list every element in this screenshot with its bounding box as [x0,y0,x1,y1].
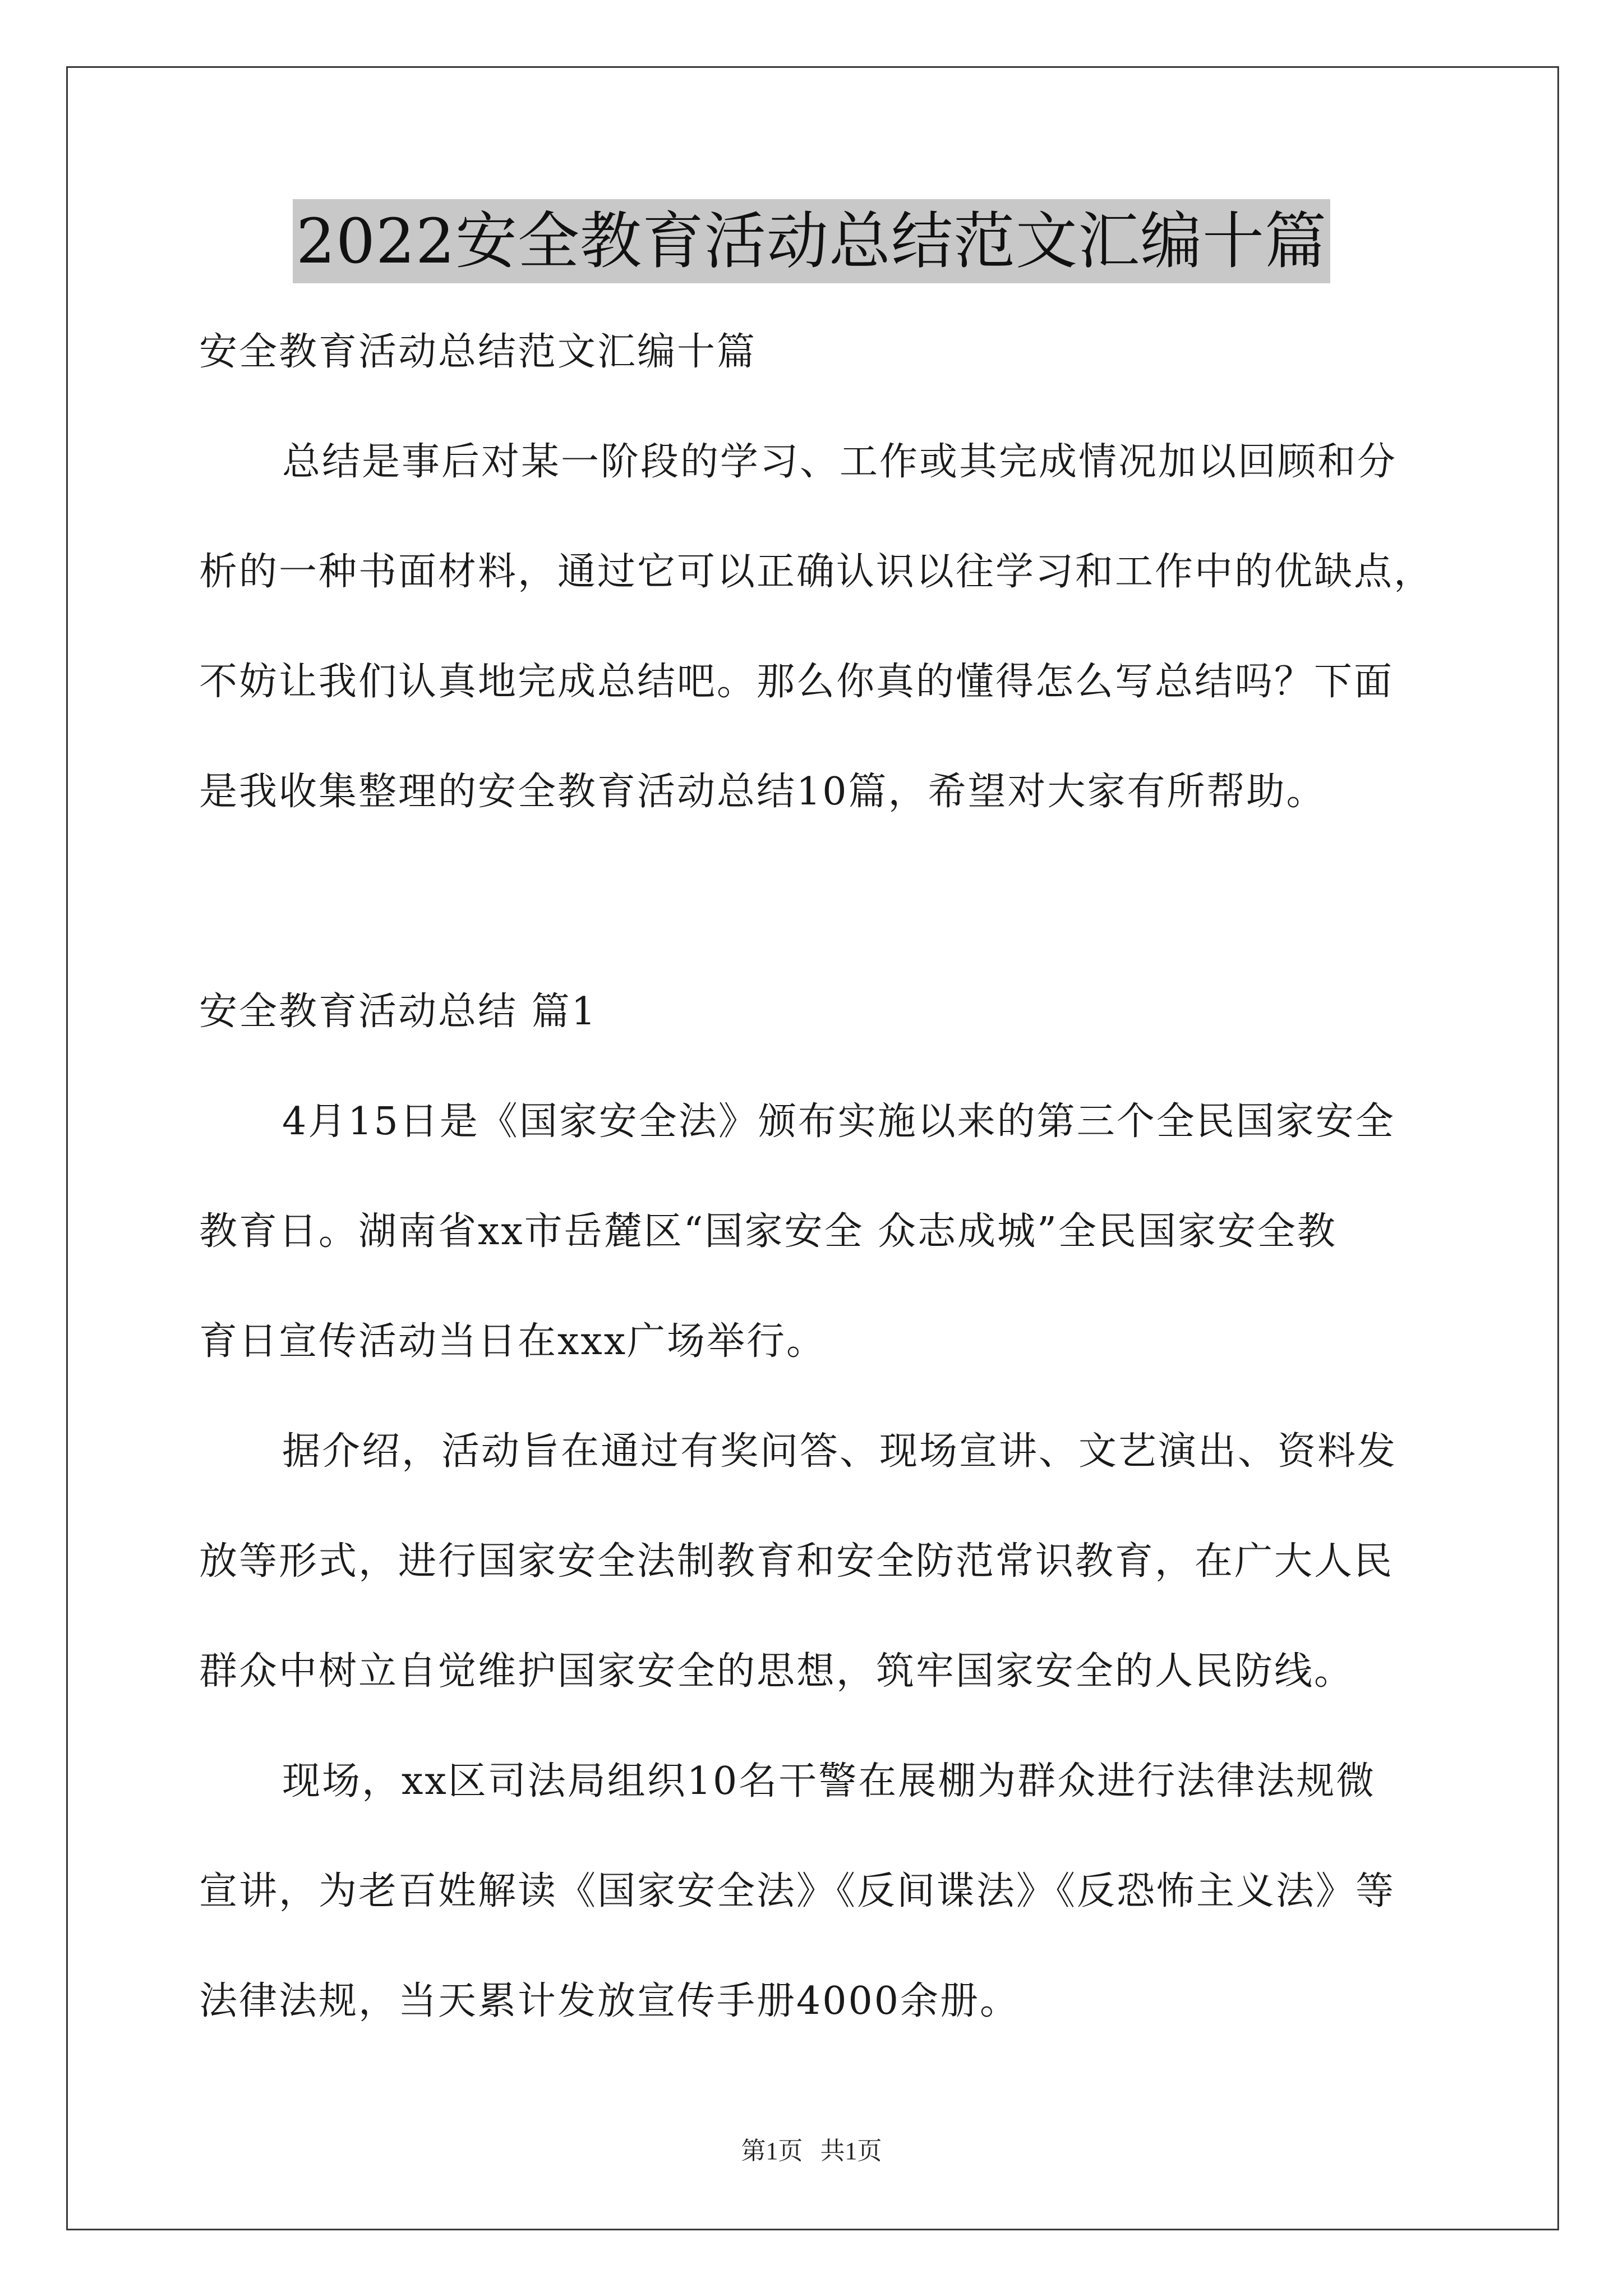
document-subtitle: 安全教育活动总结范文汇编十篇 [199,330,757,374]
document-body [199,297,1433,2056]
paragraph-line: 宣讲，为老百姓解读《国家安全法》《反间谍法》《反恐怖主义法》等 [199,1869,1396,1913]
paragraph-line: 现场，xx区司法局组织10名干警在展棚为群众进行法律法规微 [282,1759,1376,1803]
paragraph-line: 教育日。湖南省xx市岳麓区“国家安全 众志成城”全民国家安全教 [199,1209,1337,1254]
paragraph-line: 群众中树立自觉维护国家安全的思想，筑牢国家安全的人民防线。 [199,1649,1354,1694]
section-heading: 安全教育活动总结 篇1 [199,990,597,1034]
document-title: 2022安全教育活动总结范文汇编十篇 [293,199,1330,283]
title-wrap [0,199,1623,283]
paragraph-line: 育日宣传活动当日在xxx广场举行。 [199,1319,827,1364]
page-footer: 第1页 共1页 [741,2137,882,2165]
paragraph-line: 法律法规，当天累计发放宣传手册4000余册。 [199,1979,1020,2023]
intro-line: 不妨让我们认真地完成总结吧。那么你真的懂得怎么写总结吗？下面 [199,660,1394,704]
intro-line: 总结是事后对某一阶段的学习、工作或其完成情况加以回顾和分 [282,440,1398,484]
paragraph-line: 据介绍，活动旨在通过有奖问答、现场宣讲、文艺演出、资料发 [282,1429,1398,1474]
intro-line: 析的一种书面材料，通过它可以正确认识以往学习和工作中的优缺点， [199,550,1434,594]
paragraph-line: 放等形式，进行国家安全法制教育和安全防范常识教育，在广大人民 [199,1539,1394,1584]
intro-line: 是我收集整理的安全教育活动总结10篇，希望对大家有所帮助。 [199,770,1326,814]
paragraph-line: 4月15日是《国家安全法》颁布实施以来的第三个全民国家安全 [282,1099,1395,1144]
section-spacer [199,847,1433,957]
